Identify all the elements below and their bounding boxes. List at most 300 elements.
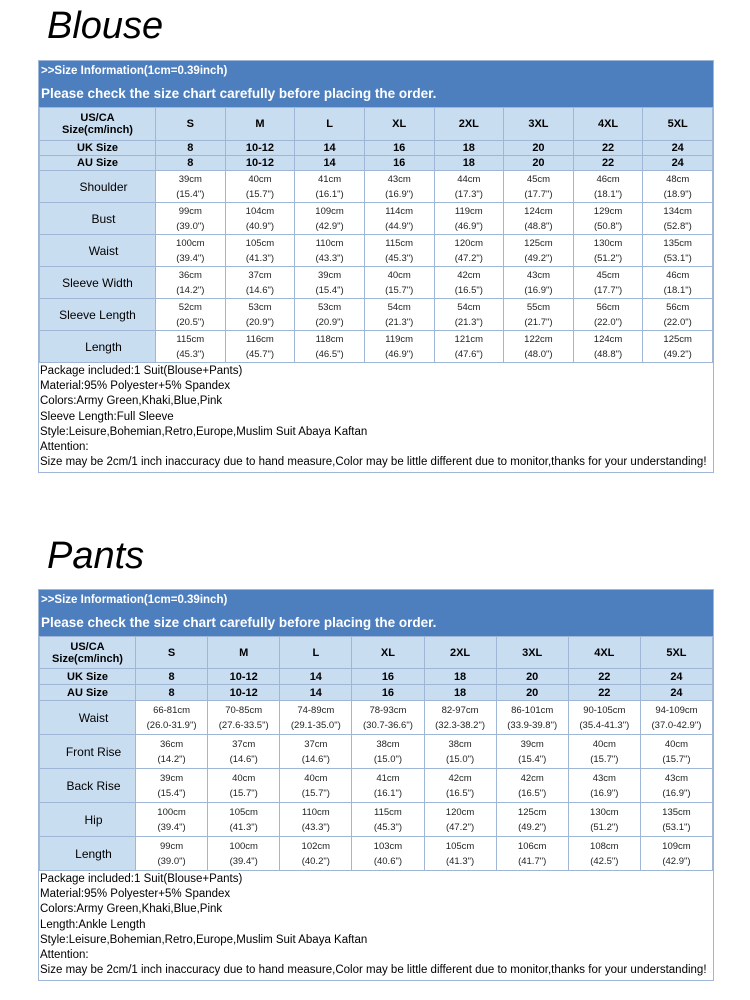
measurement-cell	[643, 267, 713, 299]
measurement-cell	[364, 331, 434, 363]
product-notes	[39, 871, 713, 980]
measurement-cell	[280, 701, 352, 735]
measurement-cell	[156, 267, 226, 299]
cm-value: 115cm	[385, 237, 414, 249]
measurement-cell	[280, 735, 352, 769]
inch-value: (49.2")	[518, 821, 547, 833]
au-size-value: 16	[364, 156, 434, 171]
au-size-value: 18	[424, 685, 496, 701]
size-header-label	[40, 108, 156, 141]
cm-value: 78-93cm	[369, 704, 407, 716]
note-line: Material:95% Polyester+5% Spandex	[40, 888, 231, 901]
measurement-label	[40, 701, 136, 735]
au-size-value: 22	[568, 685, 640, 701]
size-header: 2XL	[424, 637, 496, 669]
inch-value: (15.4")	[315, 284, 344, 296]
cm-value: 124cm	[524, 205, 553, 217]
note-line: Colors:Army Green,Khaki,Blue,Pink	[40, 903, 223, 916]
measurement-cell	[295, 331, 365, 363]
measurement-label-text: Sleeve Width	[62, 275, 133, 290]
measurement-cell	[280, 837, 352, 871]
cm-value: 40cm	[304, 772, 328, 784]
inch-value: (15.4")	[176, 188, 205, 200]
uk-size-value: 24	[640, 669, 712, 685]
inch-value: (41.7")	[518, 855, 547, 867]
measurement-cell	[640, 803, 712, 837]
uk-size-value: 22	[568, 669, 640, 685]
measurement-label	[40, 171, 156, 203]
cm-value: 56cm	[596, 301, 620, 313]
inch-value: (15.7")	[301, 787, 330, 799]
note-line: Size may be 2cm/1 inch inaccuracy due to hand measure,Color may be little different due to monitor,thanks for your understanding!	[40, 456, 707, 469]
measurement-cell	[504, 203, 574, 235]
measurement-cell	[208, 701, 280, 735]
cm-value: 116cm	[246, 333, 274, 345]
au-size-value: 20	[496, 685, 568, 701]
measurement-cell	[640, 735, 712, 769]
inch-value: (26.0-31.9")	[146, 719, 197, 731]
cm-value: 36cm	[178, 269, 202, 281]
size-info-line: >>Size Information(1cm=0.39inch)	[41, 65, 228, 77]
inch-value: (16.5")	[445, 787, 475, 799]
inch-value: (16.1")	[315, 188, 344, 200]
au-size-value: 24	[643, 156, 713, 171]
cm-value: 40cm	[232, 772, 256, 784]
cm-value: 94-109cm	[655, 704, 698, 716]
measurement-cell	[364, 171, 434, 203]
measurement-cell	[568, 837, 640, 871]
pants-size-table	[39, 636, 713, 871]
uk-size-value: 10-12	[208, 669, 280, 685]
measurement-cell	[504, 267, 574, 299]
uk-size-label: UK Size	[40, 141, 156, 156]
uk-size-value: 8	[156, 141, 226, 156]
measurement-cell	[643, 235, 713, 267]
inch-value: (49.2")	[663, 348, 692, 360]
measurement-cell	[208, 769, 280, 803]
cm-value: 121cm	[454, 333, 484, 345]
inch-value: (40.2")	[301, 855, 330, 867]
inch-value: (39.4")	[229, 855, 258, 867]
section-title: Pants	[47, 535, 145, 577]
measurement-cell	[434, 171, 504, 203]
measurement-cell	[156, 235, 226, 267]
size-header: 4XL	[568, 637, 640, 669]
measurement-cell	[352, 769, 424, 803]
cm-value: 105cm	[445, 840, 475, 852]
inch-value: (16.9")	[662, 787, 691, 799]
size-info-line: >>Size Information(1cm=0.39inch)	[41, 594, 228, 606]
measurement-label-text: Shoulder	[79, 179, 128, 194]
measurement-cell	[352, 837, 424, 871]
measurement-label-text: Bust	[91, 211, 116, 226]
inch-value: (21.3")	[385, 316, 414, 328]
size-header: S	[136, 637, 208, 669]
measurement-cell	[424, 769, 496, 803]
measurement-cell	[295, 299, 365, 331]
check-size-line: Please check the size chart carefully before placing the order.	[41, 86, 437, 101]
measurement-label	[40, 735, 136, 769]
size-header: XL	[364, 108, 434, 141]
cm-value: 54cm	[457, 301, 481, 313]
measurement-cell	[280, 769, 352, 803]
au-size-value: 8	[156, 156, 226, 171]
inch-value: (27.6-33.5")	[218, 719, 269, 731]
cm-value: 120cm	[454, 237, 484, 249]
measurement-cell	[504, 171, 574, 203]
cm-value: 41cm	[376, 772, 400, 784]
measurement-cell	[573, 331, 643, 363]
cm-value: 120cm	[445, 806, 475, 818]
cm-value: 99cm	[178, 205, 202, 217]
cm-value: 109cm	[315, 205, 344, 217]
cm-value: 36cm	[159, 738, 184, 750]
au-size-value: 10-12	[225, 156, 295, 171]
uk-size-value: 18	[424, 669, 496, 685]
header-label-line1: US/CA	[70, 640, 105, 653]
inch-value: (48.8")	[524, 220, 553, 232]
inch-value: (46.9")	[385, 348, 414, 360]
cm-value: 125cm	[663, 333, 692, 345]
measurement-row	[40, 299, 713, 331]
cm-value: 102cm	[301, 840, 331, 852]
cm-value: 135cm	[663, 237, 692, 249]
size-header: M	[225, 108, 295, 141]
inch-value: (47.2")	[454, 252, 483, 264]
inch-value: (20.9")	[315, 316, 344, 328]
inch-value: (33.9-39.8")	[507, 719, 558, 731]
cm-value: 119cm	[385, 333, 414, 345]
uk-size-value: 14	[295, 141, 365, 156]
measurement-label-text: Length	[75, 846, 112, 861]
uk-size-value: 14	[280, 669, 352, 685]
measurement-cell	[136, 803, 208, 837]
inch-value: (48.0")	[524, 348, 553, 360]
au-size-value: 10-12	[208, 685, 280, 701]
inch-value: (30.7-36.6")	[363, 719, 413, 731]
inch-value: (16.5")	[518, 787, 547, 799]
measurement-cell	[640, 837, 712, 871]
cm-value: 129cm	[593, 205, 623, 217]
measurement-cell	[352, 735, 424, 769]
uk-size-value: 8	[136, 669, 208, 685]
inch-value: (41.3")	[245, 252, 275, 264]
measurement-row	[40, 171, 713, 203]
cm-value: 108cm	[590, 840, 619, 852]
cm-value: 105cm	[229, 806, 258, 818]
cm-value: 37cm	[304, 738, 328, 750]
cm-value: 86-101cm	[511, 704, 554, 716]
measurement-label-text: Front Rise	[65, 744, 122, 759]
cm-value: 104cm	[245, 205, 275, 217]
measurement-cell	[504, 331, 574, 363]
size-header: 4XL	[573, 108, 643, 141]
cm-value: 114cm	[385, 205, 414, 217]
cm-value: 55cm	[526, 301, 551, 313]
size-header: L	[280, 637, 352, 669]
cm-value: 41cm	[317, 173, 342, 185]
measurement-cell	[136, 769, 208, 803]
cm-value: 46cm	[596, 173, 620, 185]
measurement-cell	[208, 837, 280, 871]
check-size-line: Please check the size chart carefully before placing the order.	[41, 615, 437, 630]
product-notes	[39, 363, 713, 472]
measurement-cell	[434, 235, 504, 267]
cm-value: 100cm	[176, 237, 205, 249]
measurement-cell	[295, 267, 365, 299]
cm-value: 39cm	[520, 738, 544, 750]
cm-value: 39cm	[317, 269, 342, 281]
inch-value: (45.3")	[385, 252, 414, 264]
cm-value: 42cm	[520, 772, 544, 784]
cm-value: 70-85cm	[225, 704, 263, 716]
inch-value: (52.8")	[663, 220, 692, 232]
cm-value: 90-105cm	[583, 704, 626, 716]
inch-value: (40.6")	[373, 855, 403, 867]
cm-value: 40cm	[248, 173, 272, 185]
inch-value: (35.4-41.3")	[579, 719, 630, 731]
cm-value: 43cm	[592, 772, 616, 784]
cm-value: 118cm	[315, 333, 344, 345]
inch-value: (15.7")	[662, 753, 691, 765]
measurement-cell	[136, 701, 208, 735]
inch-value: (45.3")	[176, 348, 205, 360]
cm-value: 37cm	[232, 738, 256, 750]
note-line: Package included:1 Suit(Blouse+Pants)	[40, 873, 243, 885]
measurement-cell	[225, 331, 295, 363]
chart-banner	[39, 590, 713, 636]
inch-value: (18.1")	[663, 284, 692, 296]
inch-value: (39.4")	[157, 821, 186, 833]
cm-value: 40cm	[387, 269, 411, 281]
inch-value: (37.0-42.9")	[651, 719, 702, 731]
size-header: M	[208, 637, 280, 669]
inch-value: (51.2")	[590, 821, 619, 833]
uk-size-value: 24	[643, 141, 713, 156]
cm-value: 134cm	[663, 205, 692, 217]
measurement-row	[40, 837, 713, 871]
cm-value: 53cm	[248, 301, 272, 313]
measurement-cell	[364, 235, 434, 267]
cm-value: 135cm	[662, 806, 691, 818]
measurement-cell	[156, 331, 226, 363]
measurement-cell	[364, 203, 434, 235]
measurement-label-text: Length	[85, 339, 122, 354]
inch-value: (51.2")	[593, 252, 623, 264]
measurement-cell	[640, 701, 712, 735]
header-label-line2: Size(cm/inch)	[62, 124, 133, 136]
inch-value: (15.0")	[445, 753, 475, 765]
size-header: 3XL	[504, 108, 574, 141]
inch-value: (41.3")	[445, 855, 475, 867]
note-line: Material:95% Polyester+5% Spandex	[40, 380, 231, 393]
inch-value: (39.4")	[176, 252, 205, 264]
measurement-cell	[496, 735, 568, 769]
inch-value: (45.3")	[373, 821, 403, 833]
measurement-cell	[424, 701, 496, 735]
uk-size-value: 18	[434, 141, 504, 156]
cm-value: 38cm	[376, 738, 400, 750]
inch-value: (17.7")	[593, 284, 623, 296]
au-size-label: AU Size	[40, 156, 156, 171]
measurement-cell	[568, 803, 640, 837]
measurement-cell	[136, 837, 208, 871]
measurement-label	[40, 203, 156, 235]
cm-value: 125cm	[524, 237, 553, 249]
au-size-value: 20	[504, 156, 574, 171]
size-header: 5XL	[640, 637, 712, 669]
measurement-cell	[424, 735, 496, 769]
cm-value: 82-97cm	[441, 704, 479, 716]
inch-value: (42.5")	[590, 855, 619, 867]
uk-size-label: UK Size	[40, 669, 136, 685]
inch-value: (22.0")	[593, 316, 623, 328]
note-line: Size may be 2cm/1 inch inaccuracy due to hand measure,Color may be little different due to monitor,thanks for your understanding!	[40, 964, 707, 977]
au-size-label: AU Size	[40, 685, 136, 701]
note-line: Sleeve Length:Full Sleeve	[40, 410, 174, 423]
measurement-cell	[496, 701, 568, 735]
inch-value: (46.5")	[315, 348, 344, 360]
measurement-cell	[640, 769, 712, 803]
measurement-cell	[364, 267, 434, 299]
inch-value: (15.7")	[590, 753, 619, 765]
cm-value: 53cm	[317, 301, 342, 313]
measurement-row	[40, 203, 713, 235]
inch-value: (46.9")	[454, 220, 483, 232]
header-label-line1: US/CA	[80, 112, 115, 124]
inch-value: (43.3")	[315, 252, 344, 264]
measurement-cell	[208, 803, 280, 837]
measurement-cell	[643, 331, 713, 363]
measurement-label	[40, 299, 156, 331]
cm-value: 42cm	[448, 772, 472, 784]
cm-value: 40cm	[592, 738, 616, 750]
cm-value: 125cm	[517, 806, 547, 818]
measurement-cell	[225, 267, 295, 299]
cm-value: 110cm	[315, 237, 344, 249]
measurement-row	[40, 803, 713, 837]
cm-value: 105cm	[245, 237, 275, 249]
measurement-cell	[568, 769, 640, 803]
inch-value: (17.3")	[454, 188, 483, 200]
cm-value: 43cm	[526, 269, 551, 281]
uk-size-value: 20	[504, 141, 574, 156]
measurement-cell	[424, 803, 496, 837]
measurement-cell	[280, 803, 352, 837]
measurement-row	[40, 331, 713, 363]
inch-value: (39.0")	[176, 220, 205, 232]
measurement-cell	[424, 837, 496, 871]
cm-value: 122cm	[524, 333, 553, 345]
chart-banner	[39, 61, 713, 107]
measurement-cell	[568, 701, 640, 735]
measurement-cell	[352, 803, 424, 837]
measurement-cell	[504, 235, 574, 267]
inch-value: (14.6")	[301, 753, 330, 765]
note-line: Attention:	[40, 948, 89, 961]
measurement-cell	[136, 735, 208, 769]
cm-value: 43cm	[387, 173, 411, 185]
cm-value: 115cm	[176, 333, 205, 345]
cm-value: 45cm	[526, 173, 551, 185]
measurement-cell	[643, 299, 713, 331]
cm-value: 115cm	[374, 806, 402, 818]
cm-value: 43cm	[664, 772, 689, 784]
inch-value: (14.2")	[157, 753, 186, 765]
inch-value: (44.9")	[385, 220, 414, 232]
measurement-cell	[573, 267, 643, 299]
measurement-cell	[364, 299, 434, 331]
measurement-cell	[156, 171, 226, 203]
inch-value: (53.1")	[663, 252, 692, 264]
inch-value: (15.4")	[518, 753, 547, 765]
cm-value: 130cm	[593, 237, 623, 249]
measurement-label-text: Back Rise	[66, 778, 121, 793]
inch-value: (48.8")	[593, 348, 623, 360]
inch-value: (45.7")	[245, 348, 275, 360]
measurement-cell	[643, 171, 713, 203]
section-title: Blouse	[47, 5, 164, 47]
uk-size-value: 20	[496, 669, 568, 685]
cm-value: 46cm	[666, 269, 690, 281]
inch-value: (15.7")	[245, 188, 275, 200]
inch-value: (21.3")	[454, 316, 483, 328]
inch-value: (20.9")	[245, 316, 275, 328]
cm-value: 45cm	[596, 269, 620, 281]
inch-value: (42.9")	[315, 220, 344, 232]
cm-value: 37cm	[248, 269, 272, 281]
measurement-cell	[434, 203, 504, 235]
uk-size-value: 16	[364, 141, 434, 156]
inch-value: (14.6")	[245, 284, 275, 296]
inch-value: (16.5")	[454, 284, 483, 296]
inch-value: (39.0")	[157, 855, 186, 867]
size-header: 2XL	[434, 108, 504, 141]
measurement-cell	[156, 203, 226, 235]
inch-value: (15.7")	[229, 787, 258, 799]
inch-value: (14.6")	[229, 753, 258, 765]
measurement-row	[40, 769, 713, 803]
measurement-cell	[434, 267, 504, 299]
cm-value: 42cm	[457, 269, 481, 281]
uk-size-value: 22	[573, 141, 643, 156]
measurement-cell	[352, 701, 424, 735]
measurement-row	[40, 735, 713, 769]
cm-value: 66-81cm	[153, 704, 191, 716]
measurement-cell	[434, 299, 504, 331]
measurement-cell	[643, 203, 713, 235]
cm-value: 44cm	[457, 173, 481, 185]
measurement-cell	[295, 171, 365, 203]
measurement-cell	[573, 299, 643, 331]
cm-value: 38cm	[448, 738, 472, 750]
measurement-label	[40, 803, 136, 837]
cm-value: 103cm	[373, 840, 403, 852]
measurement-cell	[573, 235, 643, 267]
measurement-cell	[504, 299, 574, 331]
au-size-value: 16	[352, 685, 424, 701]
cm-value: 54cm	[387, 301, 411, 313]
measurement-label	[40, 331, 156, 363]
au-size-value: 24	[640, 685, 712, 701]
inch-value: (18.9")	[663, 188, 692, 200]
measurement-cell	[156, 299, 226, 331]
measurement-cell	[295, 203, 365, 235]
measurement-label	[40, 267, 156, 299]
cm-value: 109cm	[662, 840, 691, 852]
measurement-row	[40, 701, 713, 735]
au-size-value: 18	[434, 156, 504, 171]
